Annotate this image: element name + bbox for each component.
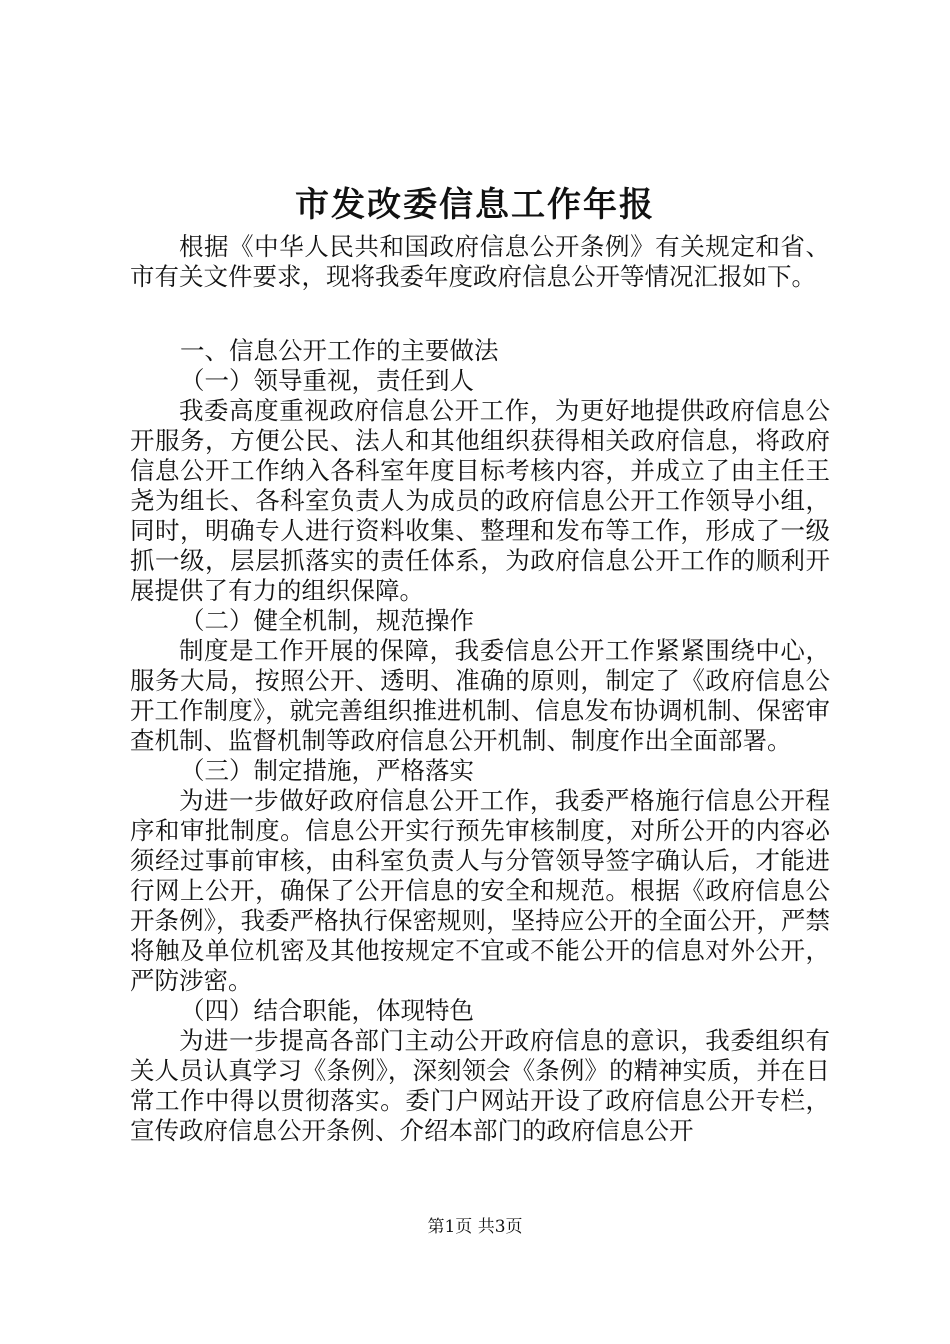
section-heading: 一、信息公开工作的主要做法 bbox=[180, 336, 499, 365]
intro-paragraph: 根据《中华人民共和国政府信息公开条例》有关规定和省、市有关文件要求，现将我委年度政府信息公开等情况汇报如下。 bbox=[130, 232, 830, 291]
document-title: 市发改委信息工作年报 bbox=[295, 185, 655, 225]
subsection-body-3: 为进一步做好政府信息公开工作，我委严格施行信息公开程序和审批制度。信息公开实行预先审核制度，对所公开的内容必须经过事前审核，由科室负责人与分管领导签字确认后，才能进行网上公开，确保了公开信息的安全和规范。根据《政府信息公开条例》，我委严格执行保密规则，坚持应公开的全面公开，严禁将触及单位机密及其他按规定不宜或不能公开的信息对外公开，严防涉密。 bbox=[130, 786, 830, 995]
subsection-heading-3: （三）制定措施，严格落实 bbox=[180, 756, 474, 785]
document-body bbox=[130, 232, 830, 1146]
subsection-heading-2: （二）健全机制，规范操作 bbox=[180, 606, 474, 635]
subsection-body-1: 我委高度重视政府信息公开工作，为更好地提供政府信息公开服务，方便公民、法人和其他组织获得相关政府信息，将政府信息公开工作纳入各科室年度目标考核内容，并成立了由主任王尧为组长、各科室负责人为成员的政府信息公开工作领导小组，同时，明确专人进行资料收集、整理和发布等工作，形成了一级抓一级，层层抓落实的责任体系，为政府信息公开工作的顺利开展提供了有力的组织保障。 bbox=[130, 396, 830, 605]
subsection-body-2: 制度是工作开展的保障，我委信息公开工作紧紧围绕中心，服务大局，按照公开、透明、准确的原则，制定了《政府信息公开工作制度》，就完善组织推进机制、信息发布协调机制、保密审查机制、监督机制等政府信息公开机制、制度作出全面部署。 bbox=[130, 636, 830, 755]
subsection-heading-1: （一）领导重视，责任到人 bbox=[180, 366, 474, 395]
subsection-heading-4: （四）结合职能，体现特色 bbox=[180, 996, 474, 1025]
subsection-body-4: 为进一步提高各部门主动公开政府信息的意识，我委组织有关人员认真学习《条例》，深刻领会《条例》的精神实质，并在日常工作中得以贯彻落实。委门户网站开设了政府信息公开专栏，宣传政府信息公开条例、介绍本部门的政府信息公开 bbox=[130, 1026, 830, 1145]
page-number-footer: 第1页 共3页 bbox=[427, 1217, 523, 1237]
paragraph-gap bbox=[130, 292, 830, 336]
